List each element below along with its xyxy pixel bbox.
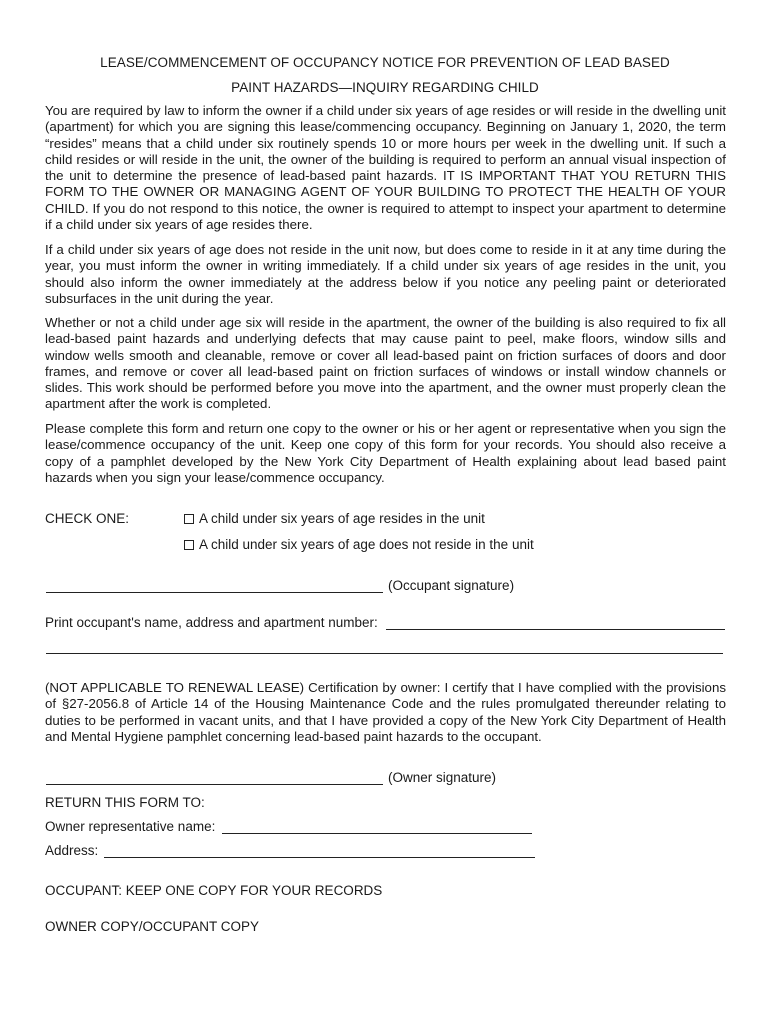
option-child-resides-label: A child under six years of age resides in the unit <box>199 511 485 526</box>
return-form-label: RETURN THIS FORM TO: <box>45 795 205 810</box>
paragraph-inform-owner: If a child under six years of age does not reside in the unit now, but does come to reside in it at any time during the year, you must inform the owner in writing immediately. If a child under six years of age resides in the unit, you should also inform the owner immediately at the address below if you notice any peeling paint or deteriorated subsurfaces in the unit during the year. <box>45 242 726 306</box>
owner-signature-line[interactable] <box>46 784 383 785</box>
form-title-line-2: PAINT HAZARDS—INQUIRY REGARDING CHILD <box>231 80 539 95</box>
occupant-address-line[interactable] <box>46 653 723 654</box>
occupant-signature-line[interactable] <box>46 592 383 593</box>
option-child-resides[interactable] <box>184 511 485 526</box>
print-occupant-name-label: Print occupant's name, address and apartment number: <box>45 615 378 630</box>
option-child-not-reside[interactable] <box>184 537 534 552</box>
paragraph-owner-duties: Whether or not a child under age six will reside in the apartment, the owner of the building is also required to fix all lead-based paint hazards and underlying defects that may cause paint to peel, make floors, window sills and window wells smooth and cleanable, remove or cover all lead-based paint on friction surfaces of doors and door frames, and remove or cover all lead-based paint on friction surfaces of windows or install window channels or slides. This work should be performed before you move into the apartment, and the owner must properly clean the apartment after the work is completed. <box>45 315 726 412</box>
occupant-keep-copy-note: OCCUPANT: KEEP ONE COPY FOR YOUR RECORDS <box>45 883 383 898</box>
checkbox-icon[interactable] <box>184 514 194 524</box>
address-label: Address: <box>45 843 99 858</box>
owner-representative-label: Owner representative name: <box>45 819 216 834</box>
paragraph-legal-requirement: You are required by law to inform the owner if a child under six years of age resides or will reside in the dwelling unit (apartment) for which you are signing this lease/commencing occupancy. Beginning on January 1, 2020, the term “resides” means that a child under six routinely spends 10 or more hours per week in the dwelling unit. If such a child resides or will reside in the unit, the owner of the building is required to perform an annual visual inspection of the unit to determine the presence of lead-based paint hazards. IT IS IMPORTANT THAT YOU RETURN THIS FORM TO THE OWNER OR MANAGING AGENT OF YOUR BUILDING TO PROTECT THE HEALTH OF YOUR CHILD. If you do not respond to this notice, the owner is required to attempt to inspect your apartment to determine if a child under six years of age resides there. <box>45 103 726 233</box>
owner-representative-line[interactable] <box>222 833 532 834</box>
form-title-line-1: LEASE/COMMENCEMENT OF OCCUPANCY NOTICE FOR PREVENTION OF LEAD BASED <box>100 55 670 70</box>
check-one-label: CHECK ONE: <box>45 511 130 526</box>
owner-certification-paragraph: (NOT APPLICABLE TO RENEWAL LEASE) Certification by owner: I certify that I have complied with the provisions of §27-2056.8 of Article 14 of the Housing Maintenance Code and the rules promulgated thereunder relating to duties to be performed in vacant units, and that I have provided a copy of the New York City Department of Health and Mental Hygiene pamphlet concerning lead-based paint hazards to the occupant. <box>45 680 726 744</box>
occupant-signature-label: (Occupant signature) <box>388 578 515 593</box>
address-line[interactable] <box>104 857 535 858</box>
copy-designation: OWNER COPY/OCCUPANT COPY <box>45 919 260 934</box>
paragraph-return-instructions: Please complete this form and return one copy to the owner or his or her agent or representative when you sign the lease/commence occupancy of the unit. Keep one copy of this form for your records. You should also receive a copy of a pamphlet developed by the New York City Department of Health explaining about lead based paint hazards when you sign your lease/commence occupancy. <box>45 421 726 485</box>
owner-signature-label: (Owner signature) <box>388 770 497 785</box>
occupant-name-line[interactable] <box>386 629 725 630</box>
checkbox-icon[interactable] <box>184 540 194 550</box>
option-child-not-reside-label: A child under six years of age does not reside in the unit <box>199 537 534 552</box>
